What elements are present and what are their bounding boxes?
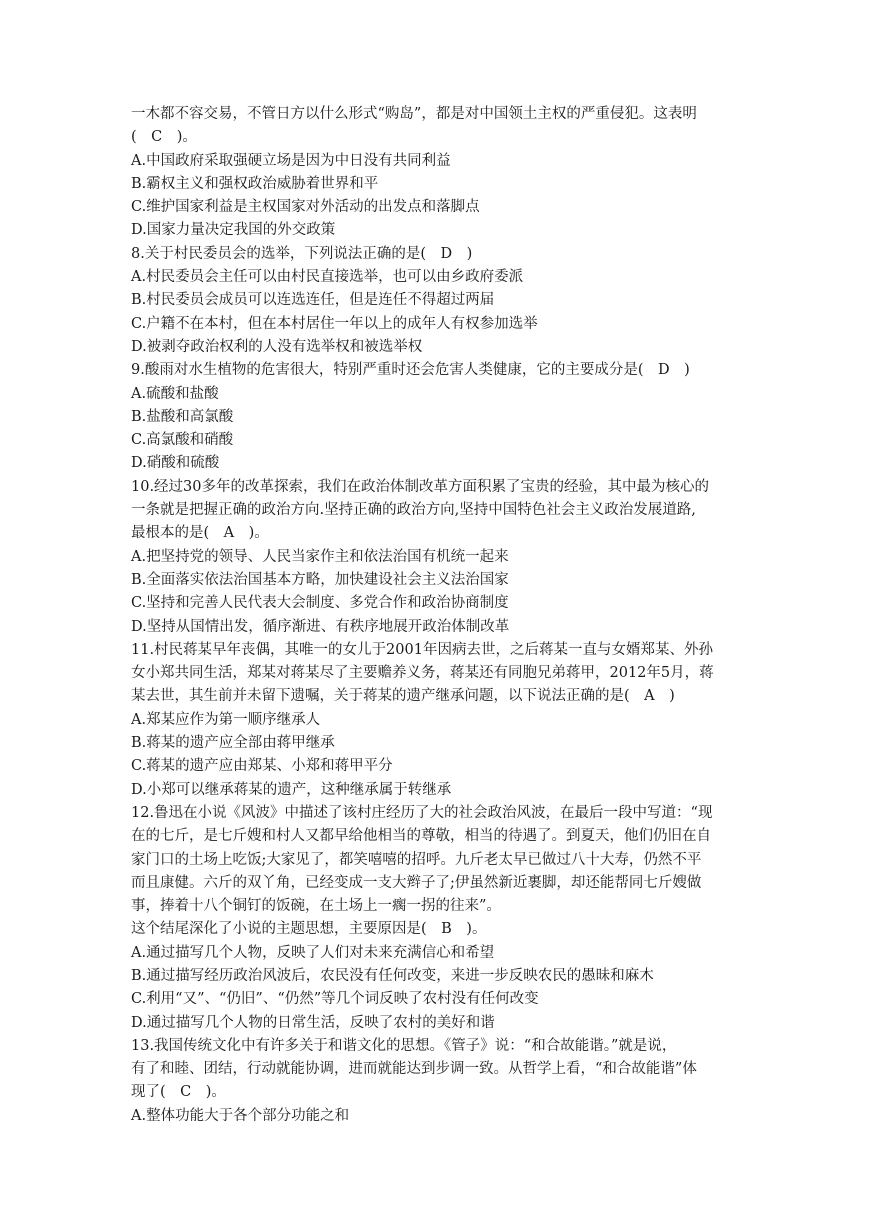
text-line: 一木都不容交易，不管日方以什么形式“购岛”，都是对中国领土主权的严重侵犯。这表明 <box>131 106 697 122</box>
option-c: C.户籍不在本村，但在本村居住一年以上的成年人有权参加选举 <box>131 315 538 332</box>
question-12: 12.鲁迅在小说《风波》中描述了该村庄经历了大的社会政治风波，在最后一段中写道：“现 <box>131 804 713 821</box>
option-a: A.把坚持党的领导、人民当家作主和依法治国有机统一起来 <box>131 548 509 565</box>
option-a: A.整体功能大于各个部分功能之和 <box>131 1107 350 1124</box>
question-9: 9.酸雨对水生植物的危害很大，特别严重时还会危害人类健康，它的主要成分是( D ) <box>131 362 690 379</box>
text-line: 这个结尾深化了小说的主题思想，主要原因是( B )。 <box>131 921 487 938</box>
text-line: 事，捧着十八个铜钉的饭碗，在土场上一瘸一拐的往来”。 <box>131 898 501 915</box>
option-d: D.硝酸和硫酸 <box>131 455 220 472</box>
text-line: ( C )。 <box>131 129 197 146</box>
option-b: B.村民委员会成员可以连选连任，但是连任不得超过两届 <box>131 292 495 309</box>
option-d: D.被剥夺政治权利的人没有选举权和被选举权 <box>131 338 423 355</box>
text-line: 家门口的土场上吃饭;大家见了，都笑嘻嘻的招呼。九斤老太早已做过八十大寿，仍然不平 <box>131 851 702 868</box>
question-11: 11.村民蒋某早年丧偶，其唯一的女儿于2001年因病去世，之后蒋某一直与女婿郑某、外孙 <box>131 641 713 658</box>
option-b: B.全面落实依法治国基本方略，加快建设社会主义法治国家 <box>131 571 509 588</box>
text-line: 有了和睦、团结，行动就能协调，进而就能达到步调一致。从哲学上看，“和合故能谐”体 <box>131 1061 697 1078</box>
option-c: C.坚持和完善人民代表大会制度、多党合作和政治协商制度 <box>131 595 509 612</box>
option-c: C.维护国家利益是主权国家对外活动的出发点和落脚点 <box>131 199 480 216</box>
option-a: A.硫酸和盐酸 <box>131 385 219 402</box>
option-d: D.坚持从国情出发，循序渐进、有秩序地展开政治体制改革 <box>131 618 510 635</box>
option-d: D.小郑可以继承蒋某的遗产，这种继承属于转继承 <box>131 781 452 798</box>
question-13: 13.我国传统文化中有许多关于和谐文化的思想。《管子》说：“和合故能谐。”就是说， <box>131 1037 677 1054</box>
option-a: A.村民委员会主任可以由村民直接选举，也可以由乡政府委派 <box>131 269 524 286</box>
text-line: 现了( C )。 <box>131 1084 226 1101</box>
option-a: A.通过描写几个人物，反映了人们对未来充满信心和希望 <box>131 944 495 961</box>
option-c: C.高氯酸和硝酸 <box>131 432 234 449</box>
option-a: A.郑某应作为第一顺序继承人 <box>131 711 321 728</box>
option-b: B.蒋某的遗产应全部由蒋甲继承 <box>131 735 335 752</box>
option-b: B.盐酸和高氯酸 <box>131 408 234 425</box>
question-10: 10.经过30多年的改革探索，我们在政治体制改革方面积累了宝贵的经验，其中最为核心的 <box>131 478 710 495</box>
option-c: C.利用“又”、“仍旧”、“仍然”等几个词反映了农村没有任何改变 <box>131 991 539 1008</box>
text-line: 某去世，其生前并未留下遗嘱，关于蒋某的遗产继承问题，以下说法正确的是( A ) <box>131 688 675 705</box>
text-line: 女小郑共同生活，郑某对蒋某尽了主要赡养义务，蒋某还有同胞兄弟蒋甲，2012年5月，蒋 <box>131 665 714 682</box>
option-b: B.通过描写经历政治风波后，农民没有任何改变，来进一步反映农民的愚昧和麻木 <box>131 967 654 984</box>
text-line: 在的七斤，是七斤嫂和村人又都早给他相当的尊敬，相当的待遇了。到夏天，他们仍旧在自 <box>131 828 711 845</box>
option-c: C.蒋某的遗产应由郑某、小郑和蒋甲平分 <box>131 758 393 775</box>
text-line: 最根本的是( A )。 <box>131 525 269 542</box>
document-page <box>131 103 741 1128</box>
option-d: D.通过描写几个人物的日常生活，反映了农村的美好和谐 <box>131 1014 495 1031</box>
text-line: 而且康健。六斤的双丫角，已经变成一支大辫子了;伊虽然新近裹脚，却还能帮同七斤嫂做 <box>131 874 702 891</box>
option-a: A.中国政府采取强硬立场是因为中日没有共同利益 <box>131 152 451 169</box>
question-8: 8.关于村民委员会的选举，下列说法正确的是( D ) <box>131 245 473 262</box>
option-d: D.国家力量决定我国的外交政策 <box>131 222 336 239</box>
option-b: B.霸权主义和强权政治威胁着世界和平 <box>131 175 379 192</box>
text-line: 一条就是把握正确的政治方向.坚持正确的政治方向,坚持中国特色社会主义政治发展道路, <box>131 502 696 519</box>
